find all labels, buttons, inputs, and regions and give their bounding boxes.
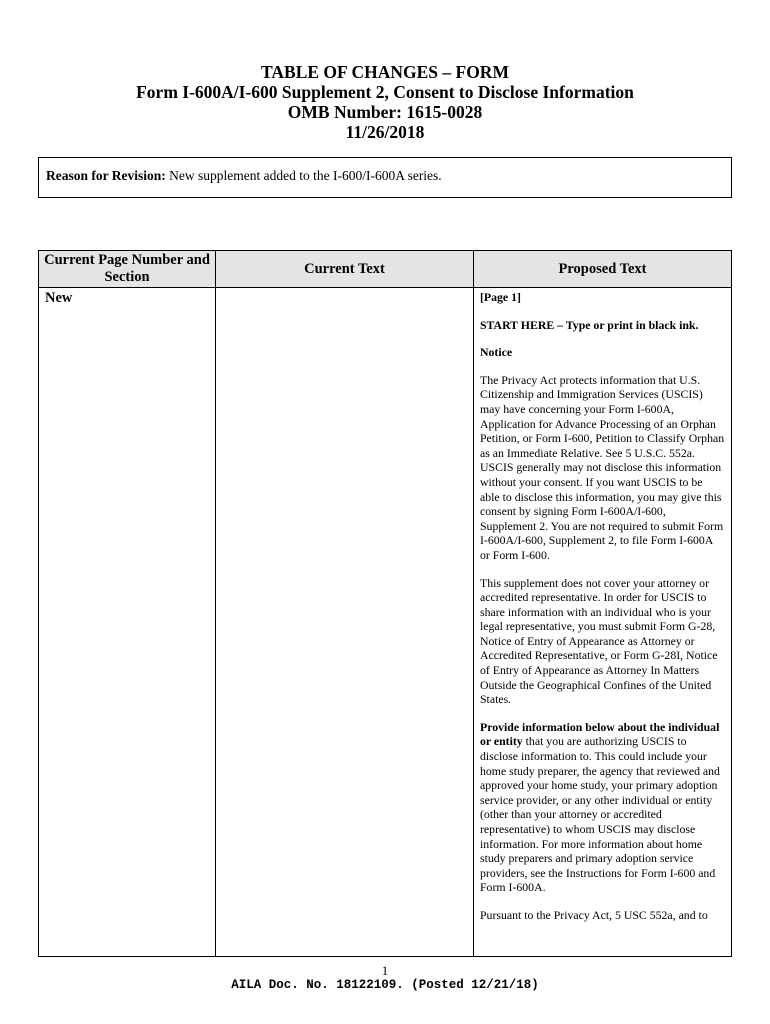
page-marker: [Page 1] <box>480 290 521 304</box>
column-divider-1 <box>215 251 216 956</box>
page-number: 1 <box>381 963 389 978</box>
representative-paragraph: This supplement does not cover your attorney or accredited representative. In order for USCIS to share information with an individual who is your legal representative, you must submit Form G-28, Notice of Entry of Appearance as Attorney or Accredited Representative, or Form G-28I, Notice of Entry of Appearance as Attorney In Matters Outside the Geographical Confines of the United States. <box>480 575 718 707</box>
reason-for-revision-box <box>38 157 732 198</box>
header-proposed-text: Proposed Text <box>558 261 647 277</box>
header-current-page: Current Page Number and Section <box>44 252 210 285</box>
start-here-text: START HERE – Type or print in black ink. <box>480 317 699 332</box>
provide-info-paragraph <box>480 720 725 895</box>
proposed-text-cell <box>480 290 725 936</box>
header-current-text: Current Text <box>304 261 385 277</box>
pursuant-paragraph: Pursuant to the Privacy Act, 5 USC 552a, and to <box>480 907 708 922</box>
privacy-paragraph: The Privacy Act protects information that U.S. Citizenship and Immigration Services (USCIS) may have concerning your Form I-600A, Application for Advance Processing of an Orphan Petition, or Form I-600, Petition to Classify Orphan as an Immediate Relative. See 5 U.S.C. 552a. USCIS generally may not disclose this information without your consent. If you want USCIS to be able to disclose this information, you may give this consent by signing Form I-600A/I-600, Supplement 2. You are not required to submit Form I-600A/I-600, Supplement 2, to file Form I-600A or Form I-600. <box>480 372 725 562</box>
reason-text: New supplement added to the I-600/I-600A series. <box>165 168 442 183</box>
footer-doc-number: AILA Doc. No. 18122109. (Posted 12/21/18) <box>231 978 539 992</box>
title-line-4: 11/26/2018 <box>345 122 425 142</box>
reason-label: Reason for Revision: <box>46 168 166 183</box>
title-line-3: OMB Number: 1615-0028 <box>287 102 483 122</box>
title-line-1: TABLE OF CHANGES – FORM <box>261 62 509 82</box>
section-cell: New <box>45 290 73 306</box>
notice-heading: Notice <box>480 345 513 360</box>
provide-info-rest: that you are authorizing USCIS to disclose information to. This could include your home study preparer, the agency that reviewed and approved your home study, your primary adoption service provider, or any other individual or entity (other than your attorney or accredited representative) to whom USCIS may disclose information. For more information about home study preparers and primary adoption service providers, see the Instructions for Form I-600 and Form I-600A. <box>480 734 720 895</box>
column-divider-2 <box>473 251 474 956</box>
document-title <box>0 62 770 142</box>
changes-table <box>38 250 732 957</box>
provide-info-bold: Provide information below about the individual or entity <box>480 719 720 749</box>
title-line-2: Form I-600A/I-600 Supplement 2, Consent to Disclose Information <box>136 82 634 102</box>
